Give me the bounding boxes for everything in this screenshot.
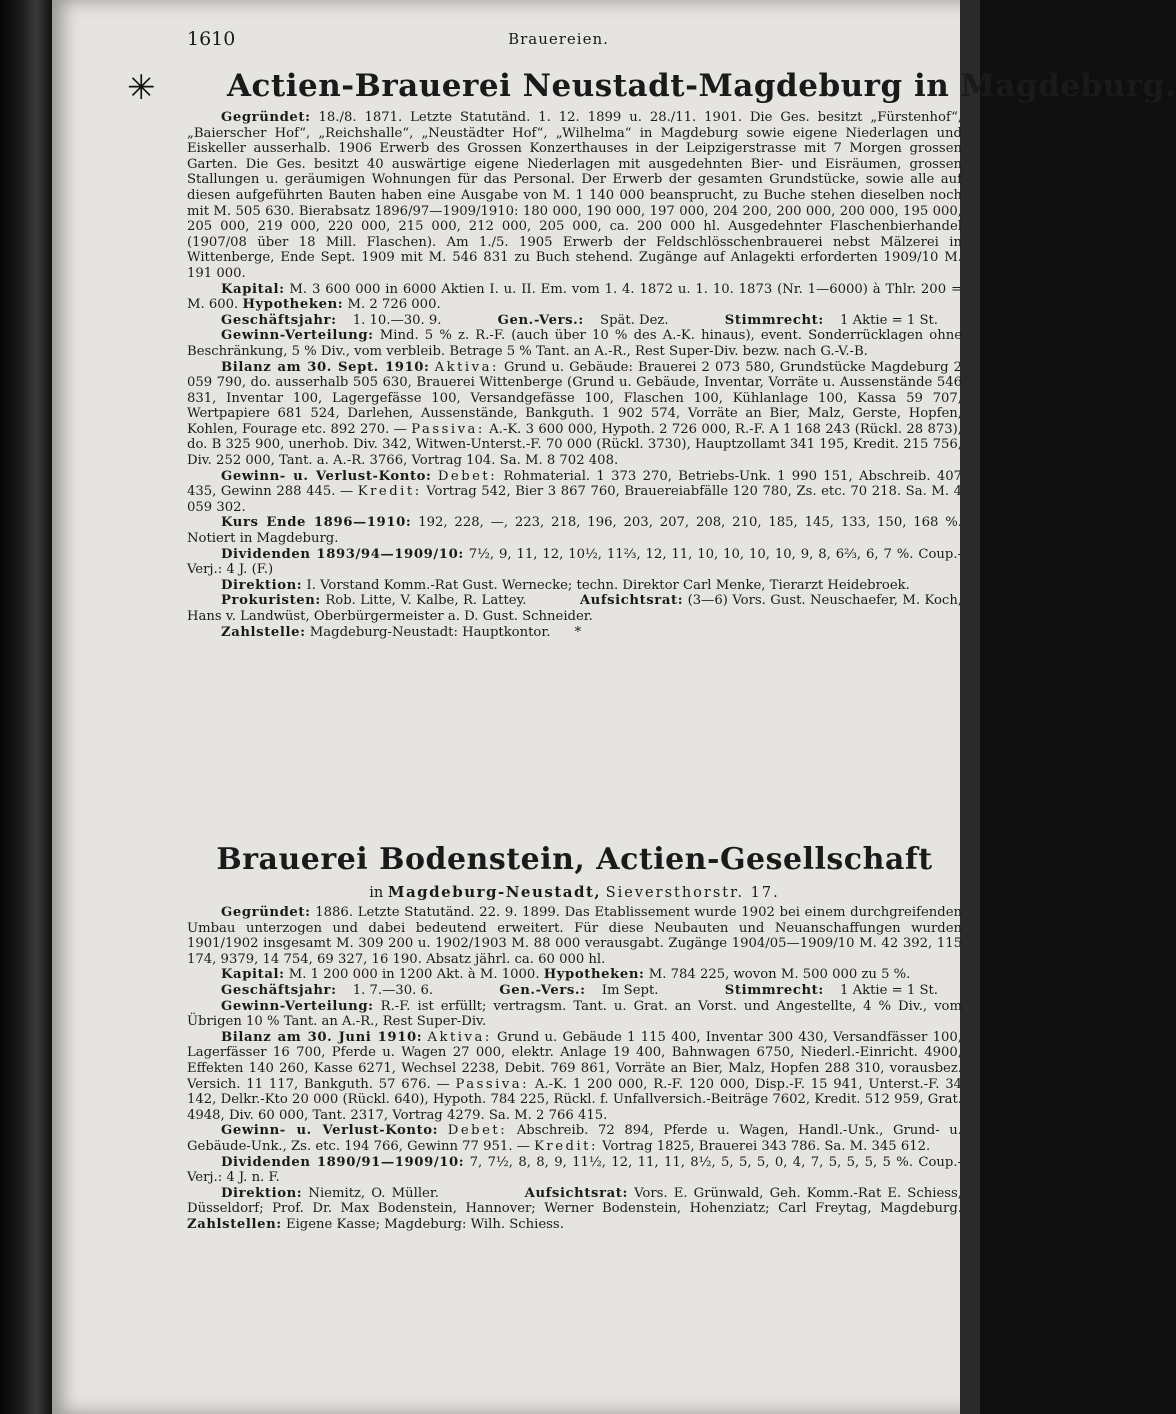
dividenden-paragraph xyxy=(187,1155,962,1186)
stimmrecht-label: Stimmrecht: xyxy=(724,982,824,998)
entry-brauerei-bodenstein xyxy=(187,842,962,1232)
guv-label: Gewinn- u. Verlust-Konto: xyxy=(221,468,432,484)
page-header xyxy=(187,28,930,50)
hypotheken-text: M. 784 225, wovon M. 500 000 zu 5 %. xyxy=(648,967,911,983)
stimmrecht-label: Stimmrecht: xyxy=(724,312,824,328)
aktiva-label: Aktiva: xyxy=(434,359,499,375)
genvers-text: Im Sept. xyxy=(601,982,659,998)
debet-text: Rohmaterial. 1 373 270, Betriebs-Unk. 1 990 151, Abschreib. 407 435, Gewinn 288 445. — xyxy=(187,468,962,500)
direktion-label: Direktion: xyxy=(221,1185,303,1201)
location-street: Sieversthorstr. 17. xyxy=(605,885,780,901)
kredit-label: Kredit: xyxy=(534,1138,598,1154)
bilanz-paragraph xyxy=(187,360,962,469)
hypotheken-text: M. 2 726 000. xyxy=(347,297,441,313)
aufsichtsrat-text: Vors. E. Grünwald, Geh. Komm.-Rat E. Schiess, Düsseldorf; Prof. Dr. Max Bodenstein, Hannover; Werner Bodenstein, Hohenziatz; Carl Freytag, Magdeburg. xyxy=(187,1185,962,1217)
dividenden-paragraph xyxy=(187,547,962,578)
geschaeftsjahr-text: 1. 7.—30. 6. xyxy=(352,982,434,998)
dividenden-label: Dividenden 1890/91—1909/10: xyxy=(221,1154,465,1170)
aufsichtsrat-text: (3—6) Vors. Gust. Neuschaefer, M. Koch, Hans v. Landwüst, Oberbürgermeister a. D. Gust. Schneider. xyxy=(187,593,962,624)
entry-title: Brauerei Bodenstein, Actien-Gesellschaft xyxy=(216,842,933,877)
gegruendet-text: 18./8. 1871. Letzte Statutänd. 1. 12. 1899 u. 28./11. 1901. Die Ges. besitzt „Fürstenhof“, „Baierscher Hof“, „Reichshalle“, „Neustädter Hof“, „Wilhelma“ in Magdeburg sowie eigene Niederlagen und Eiskeller ausserhalb. 1906 Erwerb des Grossen Konzerthauses in der Leipzigerstrasse mit 7 Morgen grossen Garten. Die Ges. besitzt 40 auswärtige eigene Niederlagen mit ausgedehnten Bier- und Eisräumen, grossen Stallungen u. geräumigen Wohnungen für das Personal. Der Erwerb der gesamten Grundstücke, sowie alle auf diesen aufgeführten Bauten haben eine Ausgabe von M. 1 140 000 beansprucht, zu Buche stehen dieselben noch mit M. 505 630. Bierabsatz 1896/97—1909/1910: 180 000, 190 000, 197 000, 204 200, 200 000, 200 000, 195 000, 205 000, 219 000, 220 000, 215 000, 212 000, 205 000, ca. 200 000 hl. Ausgedehnter Flaschenbierhandel (1907/08 über 18 Mill. Flaschen). Am 1./5. 1905 Erwerb der Feldschlösschenbrauerei nebst Mälzerei in Wittenberge, Ende Sept. 1909 mit M. 546 831 zu Buch stehend. Zugänge auf Anlagekti erforderten 1909/10 M. 191 000. xyxy=(187,110,962,281)
zahlstelle-label: Zahlstelle: xyxy=(221,624,306,640)
passiva-label: Passiva: xyxy=(411,421,485,437)
entry-actien-brauerei-neustadt xyxy=(127,68,1176,640)
entry-title-text: Actien-Brauerei Neustadt-Magdeburg in Magdeburg. xyxy=(227,68,1176,104)
geschaeftsjahr-text: 1. 10.—30. 9. xyxy=(352,312,442,328)
page-number: 1610 xyxy=(187,28,236,50)
gewinnverteilung-text: Mind. 5 % z. R.-F. (auch über 10 % des A.-K. hinaus), event. Sonderrücklagen ohne Beschränkung, 5 % Div., vom verbleib. Betrage 5 % Tant. an A.-R., Rest Super-Div. bezw. nach G.-V.-B. xyxy=(187,328,962,359)
direktion-paragraph xyxy=(187,1186,962,1233)
kapital-label: Kapital: xyxy=(221,967,285,983)
bilanz-label: Bilanz am 30. Sept. 1910: xyxy=(221,359,430,375)
aktiva-label: Aktiva: xyxy=(427,1029,492,1045)
zahlstellen-text: Eigene Kasse; Magdeburg: Wilh. Schiess. xyxy=(285,1216,564,1232)
passiva-text: A.-K. 3 600 000, Hypoth. 2 726 000, R.-F. A 1 168 243 (Rückl. 28 873), do. B 325 900, unerhob. Div. 342, Witwen-Unterst.-F. 70 000 (Rückl. 3730), Hauptzollamt 341 195, Kredit. 215 756, Div. 252 000, Tant. a. A.-R. 3766, Vortrag 104. Sa. M. 8 702 408. xyxy=(187,421,962,469)
gewinnverteilung-text: R.-F. ist erfüllt; vertragsm. Tant. u. Grat. an Vorst. und Angestellte, 4 % Div., vom Übrigen 10 % Tant. an A.-R., Rest Super-Div. xyxy=(187,998,962,1030)
book-spine xyxy=(0,0,52,1414)
kapital-text: M. 1 200 000 in 1200 Akt. à M. 1000. xyxy=(288,967,540,983)
handwritten-mark-icon: ✳ xyxy=(127,68,156,108)
gegruendet-label: Gegründet: xyxy=(221,905,311,920)
gewinnverteilung-label: Gewinn-Verteilung: xyxy=(221,998,374,1014)
prokuristen-label: Prokuristen: xyxy=(221,593,321,609)
location-in: in xyxy=(369,885,384,901)
kredit-label: Kredit: xyxy=(357,484,422,500)
asterisk-icon: * xyxy=(574,624,582,640)
geschaeftsjahr-label: Geschäftsjahr: xyxy=(221,982,337,998)
gegruendet-paragraph xyxy=(187,110,962,282)
running-title: Brauereien. xyxy=(508,30,609,48)
stimmrecht-text: 1 Aktie = 1 St. xyxy=(840,312,938,328)
kapital-label: Kapital: xyxy=(221,281,285,297)
gewinnverteilung-paragraph xyxy=(187,328,962,359)
geschaeftsjahr-row xyxy=(187,313,962,329)
stimmrecht-text: 1 Aktie = 1 St. xyxy=(840,982,938,998)
page-edge xyxy=(960,0,980,1414)
entry-title xyxy=(127,68,1176,108)
kurs-label: Kurs Ende 1896—1910: xyxy=(221,515,412,531)
genvers-label: Gen.-Vers.: xyxy=(497,312,584,328)
gewinnverteilung-paragraph xyxy=(187,999,962,1030)
dividenden-text: 7, 7½, 8, 8, 9, 11½, 12, 11, 11, 8½, 5, 5, 5, 0, 4, 7, 5, 5, 5, 5 %. Coup.-Verj.: 4 J. n. F. xyxy=(187,1154,962,1186)
kurs-paragraph xyxy=(187,515,962,546)
direktion-paragraph xyxy=(187,578,962,594)
gegruendet-text: 1886. Letzte Statutänd. 22. 9. 1899. Das Etablissement wurde 1902 bei einem durchgreifenden Umbau unterzogen und dabei bedeutend erweitert. Für diese Neubauten und Neuanschaffungen wurden 1901/1902 insgesamt M. 309 200 u. 1902/1903 M. 88 000 verausgabt. Zugänge 1904/05—1909/10 M. 42 392, 115 174, 9379, 14 754, 69 327, 16 190. Absatz jährl. ca. 60 000 hl. xyxy=(187,905,962,967)
guv-paragraph xyxy=(187,469,962,516)
geschaeftsjahr-label: Geschäftsjahr: xyxy=(221,312,337,328)
passiva-text: A.-K. 1 200 000, R.-F. 120 000, Disp.-F. 15 941, Unterst.-F. 34 142, Delkr.-Kto 20 000 (Rückl. 640), Hypoth. 784 225, Rückl. f. Unfallversich.-Beiträge 7602, Kredit. 512 959, Grat. 4948, Div. 60 000, Tant. 2317, Vortrag 4279. Sa. M. 2 766 415. xyxy=(187,1076,962,1123)
bilanz-paragraph xyxy=(187,1030,962,1124)
debet-label: Debet: xyxy=(447,1123,508,1139)
gegruendet-paragraph xyxy=(187,905,962,967)
direktion-label: Direktion: xyxy=(221,577,303,593)
zahlstellen-label: Zahlstellen: xyxy=(187,1216,282,1232)
genvers-text: Spät. Dez. xyxy=(600,312,669,328)
debet-label: Debet: xyxy=(437,468,498,484)
direktion-text: Niemitz, O. Müller. xyxy=(308,1185,439,1201)
kredit-text: Vortrag 1825, Brauerei 343 786. Sa. M. 345 612. xyxy=(602,1138,931,1154)
dividenden-text: 7½, 9, 11, 12, 10½, 11⅔, 12, 11, 10, 10, 10, 10, 9, 8, 6⅔, 6, 7 %. Coup.-Verj.: 4 J. (F.) xyxy=(187,546,963,578)
genvers-label: Gen.-Vers.: xyxy=(499,982,586,998)
kredit-text: Vortrag 542, Bier 3 867 760, Brauereiabfälle 120 780, Zs. etc. 70 218. Sa. M. 4 059 302. xyxy=(187,484,962,515)
zahlstelle-text: Magdeburg-Neustadt: Hauptkontor. xyxy=(309,624,551,640)
page xyxy=(52,0,1176,1414)
entry-location xyxy=(187,883,962,901)
geschaeftsjahr-row xyxy=(187,983,962,999)
aufsichtsrat-label: Aufsichtsrat: xyxy=(579,593,684,609)
aktiva-text: Grund u. Gebäude 1 115 400, Inventar 300 430, Versandfässer 100, Lagerfässer 16 700, Pferde u. Wagen 27 000, elektr. Anlage 19 400, Bahnwagen 6750, Niederl.-Einricht. 4900, Effekten 140 260, Kasse 6271, Wechsel 2238, Debit. 769 861, Vorräte an Bier, Malz, Hopfen 288 310, vorausbez. Versich. 11 117, Bankguth. 57 676. — xyxy=(187,1029,962,1092)
passiva-label: Passiva: xyxy=(455,1076,530,1092)
location-city: Magdeburg-Neustadt, xyxy=(387,883,602,901)
guv-paragraph xyxy=(187,1123,962,1154)
aktiva-text: Grund u. Gebäude: Brauerei 2 073 580, Grundstücke Magdeburg 2 059 790, do. ausserhalb 505 630, Brauerei Wittenberge (Grund u. Gebäude, Inventar, Vorräte u. Aussenstände 546 831, Inventar 100, Lagergefässe 100, Versandgefässe 100, Flaschen 100, Kühlanlage 100, Kassa 59 707, Wertpapiere 681 524, Darlehen, Aussenstände, Bankguth. 1 902 574, Vorräte an Bier, Malz, Gerste, Hopfen, Kohlen, Fourage etc. 892 270. — xyxy=(187,359,962,437)
hypotheken-label: Hypotheken: xyxy=(242,297,344,313)
dividenden-label: Dividenden 1893/94—1909/10: xyxy=(221,546,464,562)
hypotheken-label: Hypotheken: xyxy=(543,967,645,983)
prokuristen-text: Rob. Litte, V. Kalbe, R. Lattey. xyxy=(325,593,527,609)
guv-label: Gewinn- u. Verlust-Konto: xyxy=(221,1123,439,1139)
zahlstelle-paragraph xyxy=(187,625,962,641)
kapital-paragraph xyxy=(187,967,962,983)
kapital-paragraph xyxy=(187,282,962,313)
direktion-text: I. Vorstand Komm.-Rat Gust. Wernecke; techn. Direktor Carl Menke, Tierarzt Heidebroek. xyxy=(306,577,910,593)
gewinnverteilung-label: Gewinn-Verteilung: xyxy=(221,328,374,344)
kurs-text: 192, 228, —, 223, 218, 196, 203, 207, 208, 210, 185, 145, 133, 150, 168 %. Notiert in Magdeburg. xyxy=(187,515,962,547)
gegruendet-label: Gegründet: xyxy=(221,110,311,125)
bilanz-label: Bilanz am 30. Juni 1910: xyxy=(221,1029,423,1045)
kapital-text: M. 3 600 000 in 6000 Aktien I. u. II. Em. vom 1. 4. 1872 u. 1. 10. 1873 (Nr. 1—6000) à Thlr. 200 = M. 600. xyxy=(187,281,962,313)
aufsichtsrat-label: Aufsichtsrat: xyxy=(524,1185,628,1201)
prokuristen-paragraph xyxy=(187,593,962,624)
debet-text: Abschreib. 72 894, Pferde u. Wagen, Handl.-Unk., Grund- u. Gebäude-Unk., Zs. etc. 194 766, Gewinn 77 951. — xyxy=(187,1123,962,1154)
